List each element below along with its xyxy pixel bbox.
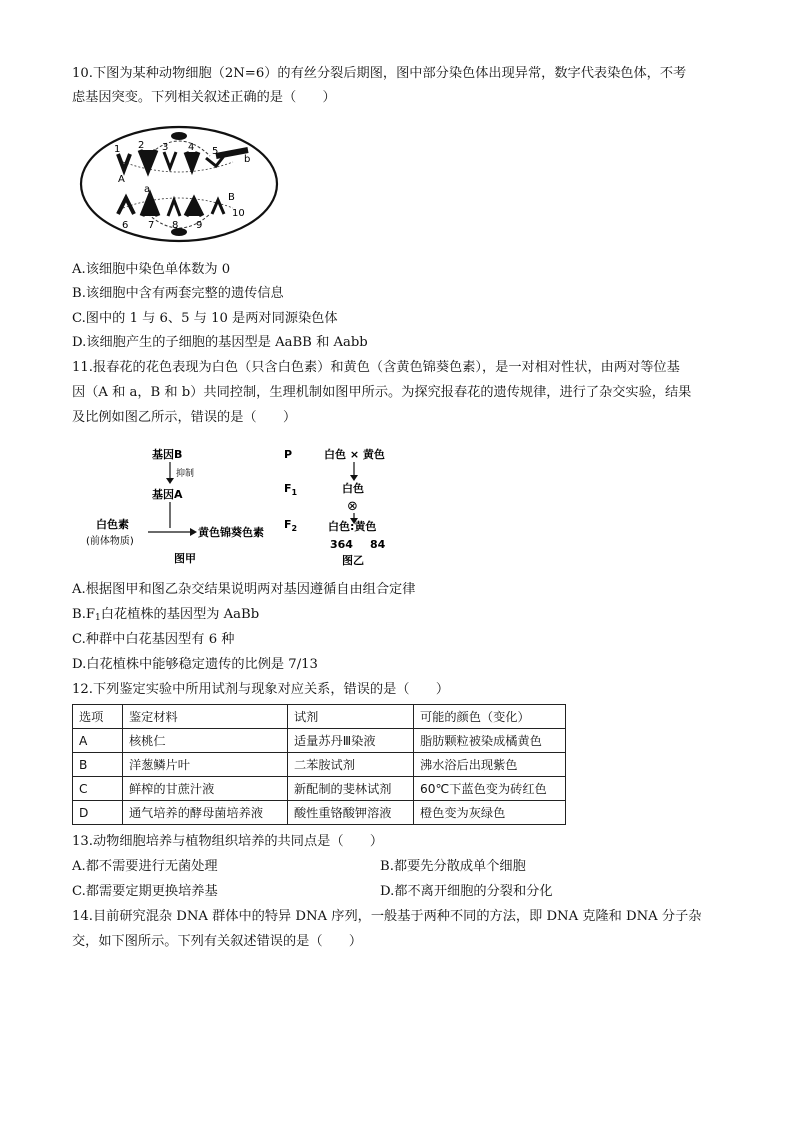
precursor-label: (前体物质) bbox=[86, 536, 134, 547]
inhibit-label: 抑制 bbox=[176, 469, 195, 479]
table-cell: C bbox=[73, 777, 123, 801]
table-header-row bbox=[73, 705, 566, 729]
label-7: 7 bbox=[148, 220, 155, 231]
p-to-f1-arrowhead bbox=[350, 475, 358, 481]
gene-B-label: B bbox=[228, 192, 235, 203]
gene-a-node: 基因A bbox=[152, 488, 183, 501]
table-cell: 橙色变为灰绿色 bbox=[414, 801, 566, 825]
q12-stem: 12.下列鉴定实验中所用试剂与现象对应关系，错误的是（ ） bbox=[72, 682, 450, 697]
table-row bbox=[73, 729, 566, 753]
white-count: 364 bbox=[330, 538, 353, 551]
pathway-arrowhead bbox=[190, 528, 197, 536]
gene-a-label: a bbox=[144, 184, 151, 195]
centrosome-top bbox=[171, 132, 187, 140]
parental-cross: 白色 × 黄色 bbox=[324, 448, 385, 461]
label-6: 6 bbox=[122, 220, 129, 231]
yellow-count: 84 bbox=[370, 538, 386, 551]
table-cell: 新配制的斐林试剂 bbox=[288, 777, 414, 801]
table-cell: 二苯胺试剂 bbox=[288, 753, 414, 777]
table-cell: 酸性重铬酸钾溶液 bbox=[288, 801, 414, 825]
q11-option-b: $B.F_1$白花植株的基因型为 AaBb bbox=[72, 607, 260, 623]
selfing-symbol: ⊗ bbox=[347, 499, 358, 514]
q10-option-d: D.该细胞产生的子细胞的基因型是 AaBB 和 Aabb bbox=[72, 335, 368, 350]
label-3: 3 bbox=[162, 142, 169, 153]
label-8: 8 bbox=[172, 220, 179, 231]
chromosome-8 bbox=[168, 200, 180, 216]
table-cell: A bbox=[73, 729, 123, 753]
q13-option-d: D.都不离开细胞的分裂和分化 bbox=[380, 884, 553, 899]
q10-option-b: B.该细胞中含有两套完整的遗传信息 bbox=[72, 286, 284, 301]
header-cell: 选项 bbox=[73, 705, 123, 729]
q11-option-a: A.根据图甲和图乙杂交结果说明两对基因遵循自由组合定律 bbox=[72, 582, 416, 597]
q10-stem-line1: 10.下图为某种动物细胞（2N=6）的有丝分裂后期图，图中部分染色体出现异常，数字代表染色体，不考 bbox=[72, 66, 687, 81]
figure-yi-caption: 图乙 bbox=[342, 554, 364, 567]
label-5: 5 bbox=[212, 146, 219, 157]
gene-b-node: 基因B bbox=[152, 448, 183, 461]
figure-jia-caption: 图甲 bbox=[174, 552, 196, 565]
f1-phenotype: 白色 bbox=[342, 482, 364, 495]
generation-f1: $F_1$ bbox=[284, 482, 298, 497]
spindle-fiber bbox=[148, 141, 210, 156]
gene-A-label: A bbox=[118, 174, 125, 185]
table-cell: B bbox=[73, 753, 123, 777]
q13-stem: 13.动物细胞培养与植物组织培养的共同点是（ ） bbox=[72, 834, 384, 849]
table-row bbox=[73, 777, 566, 801]
f2-ratio: 白色:黄色 bbox=[328, 520, 377, 533]
white-pigment-node: 白色素 bbox=[96, 518, 129, 531]
chromosome-6 bbox=[118, 198, 134, 214]
chromosome-9 bbox=[186, 200, 202, 216]
generation-p: P bbox=[284, 448, 293, 461]
table-row bbox=[73, 801, 566, 825]
q11-stem-line2: 因（A 和 a，B 和 b）共同控制，生理机制如图甲所示。为探究报春花的遗传规律，进行了杂交实验，结果 bbox=[72, 385, 692, 400]
chromosome-7 bbox=[142, 196, 158, 216]
chromosome-4 bbox=[186, 152, 198, 168]
yellow-pigment-node: 黄色锦葵色素 bbox=[198, 526, 264, 539]
q11-figures bbox=[78, 442, 398, 570]
q11-stem-line1: 11.报春花的花色表现为白色（只含白色素）和黄色（含黄色锦葵色素），是一对相对性状，由两对等位基 bbox=[72, 360, 680, 375]
q10-stem-line2: 虑基因突变。下列相关叙述正确的是（ ） bbox=[72, 90, 336, 105]
q10-option-c: C.图中的 1 与 6、5 与 10 是两对同源染色体 bbox=[72, 311, 338, 326]
header-cell: 鉴定材料 bbox=[123, 705, 288, 729]
table-cell: 核桃仁 bbox=[123, 729, 288, 753]
label-4: 4 bbox=[188, 142, 195, 153]
table-cell: 沸水浴后出现紫色 bbox=[414, 753, 566, 777]
q14-stem-line2: 交，如下图所示。下列有关叙述错误的是（ ） bbox=[72, 934, 363, 949]
label-1: 1 bbox=[114, 144, 121, 155]
table-cell: 洋葱鳞片叶 bbox=[123, 753, 288, 777]
q13-option-c: C.都需要定期更换培养基 bbox=[72, 884, 218, 899]
q10-cell-figure bbox=[78, 122, 282, 246]
label-10: 10 bbox=[232, 208, 245, 219]
chromosome-2 bbox=[140, 150, 156, 170]
cell-membrane bbox=[81, 127, 277, 241]
table-row bbox=[73, 753, 566, 777]
chromosome-3 bbox=[164, 152, 176, 168]
q11-option-d: D.白花植株中能够稳定遗传的比例是 7/13 bbox=[72, 657, 318, 672]
q10-option-a: A.该细胞中染色单体数为 0 bbox=[72, 262, 231, 277]
label-2: 2 bbox=[138, 140, 145, 151]
table-cell: 通气培养的酵母菌培养液 bbox=[123, 801, 288, 825]
label-9: 9 bbox=[196, 220, 203, 231]
generation-f2: $F_2$ bbox=[284, 518, 298, 533]
table-cell: D bbox=[73, 801, 123, 825]
inhibit-arrowhead bbox=[166, 478, 174, 484]
gene-b-label: b bbox=[244, 154, 251, 165]
q12-experiment-table bbox=[72, 704, 566, 825]
q14-stem-line1: 14.目前研究混杂 DNA 群体中的特异 DNA 序列，一般基于两种不同的方法，即 DNA 克隆和 DNA 分子杂 bbox=[72, 909, 702, 924]
table-cell: 脂肪颗粒被染成橘黄色 bbox=[414, 729, 566, 753]
header-cell: 试剂 bbox=[288, 705, 414, 729]
q13-option-a: A.都不需要进行无菌处理 bbox=[72, 859, 218, 874]
table-cell: 60℃下蓝色变为砖红色 bbox=[414, 777, 566, 801]
q11-option-c: C.种群中白花基因型有 6 种 bbox=[72, 632, 235, 647]
table-cell: 鲜榨的甘蔗汁液 bbox=[123, 777, 288, 801]
q11-stem-line3: 及比例如图乙所示，错误的是（ ） bbox=[72, 410, 297, 425]
header-cell: 可能的颜色（变化） bbox=[414, 705, 566, 729]
table-cell: 适量苏丹Ⅲ染液 bbox=[288, 729, 414, 753]
q13-option-b: B.都要先分散成单个细胞 bbox=[380, 859, 526, 874]
